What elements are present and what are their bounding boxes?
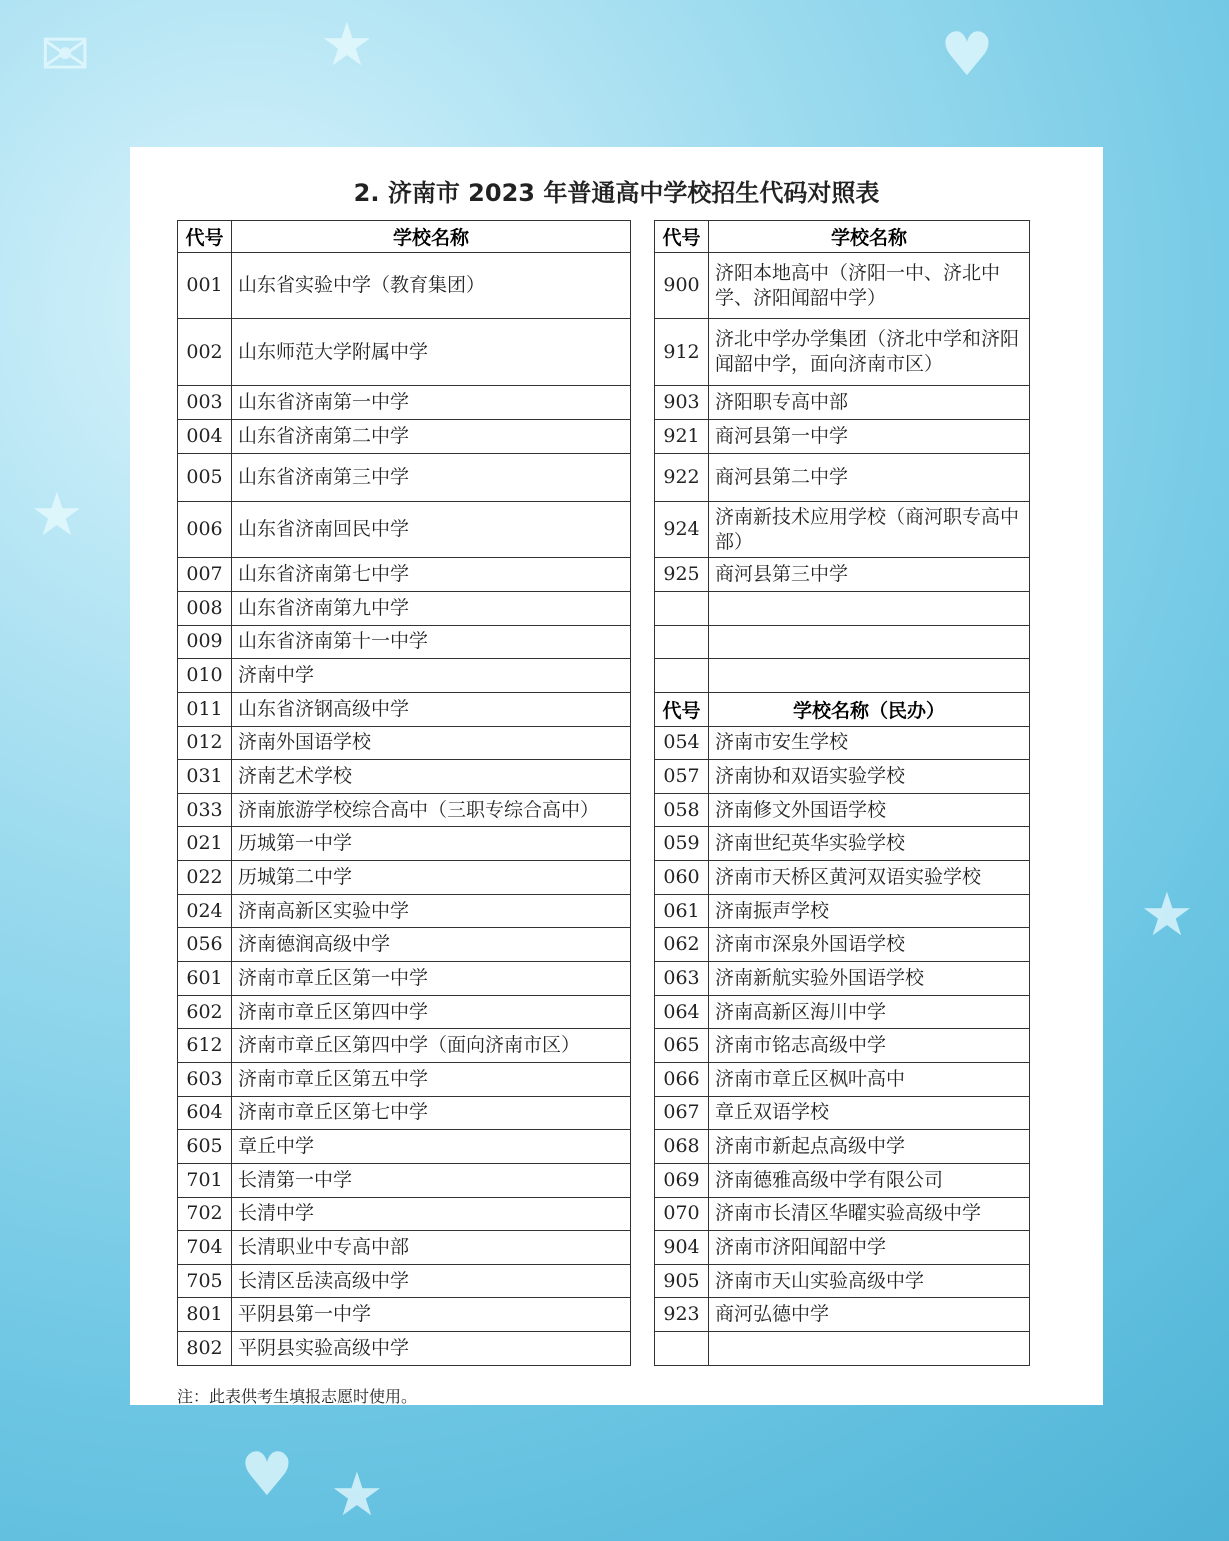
school-code: 921 — [655, 420, 709, 454]
school-name — [709, 592, 1030, 626]
table-row — [178, 659, 631, 693]
school-code: 022 — [178, 861, 232, 895]
school-name: 济南市天山实验高级中学 — [709, 1264, 1030, 1298]
school-name: 济阳本地高中（济阳一中、济北中学、济阳闻韶中学） — [709, 253, 1030, 319]
school-name: 济南市章丘区第五中学 — [232, 1062, 631, 1096]
school-code: 900 — [655, 253, 709, 319]
school-name: 济南市铭志高级中学 — [709, 1029, 1030, 1063]
school-code: 067 — [655, 1096, 709, 1130]
table-row — [178, 1197, 631, 1231]
school-name: 济南新技术应用学校（商河职专高中部） — [709, 502, 1030, 558]
left-code-table — [177, 220, 631, 1366]
school-code: 062 — [655, 928, 709, 962]
table-row — [655, 861, 1030, 895]
table-row — [655, 962, 1030, 996]
table-row — [655, 827, 1030, 861]
school-name: 章丘双语学校 — [709, 1096, 1030, 1130]
table-row — [655, 253, 1030, 319]
table-row — [178, 1298, 631, 1332]
footnote: 注：此表供考生填报志愿时使用。 — [177, 1387, 418, 1406]
school-name: 济南振声学校 — [709, 894, 1030, 928]
school-code: 059 — [655, 827, 709, 861]
school-name: 济南艺术学校 — [232, 760, 631, 794]
table-row — [178, 928, 631, 962]
page-title: 2. 济南市 2023 年普通高中学校招生代码对照表 — [353, 179, 880, 207]
school-code: 061 — [655, 894, 709, 928]
school-name: 济南市天桥区黄河双语实验学校 — [709, 861, 1030, 895]
table-row — [655, 1197, 1030, 1231]
school-name — [709, 625, 1030, 659]
school-name — [709, 1332, 1030, 1366]
school-code: 602 — [178, 995, 232, 1029]
table-row — [655, 760, 1030, 794]
school-code: 054 — [655, 726, 709, 760]
table-row — [655, 793, 1030, 827]
table-row — [178, 1264, 631, 1298]
header-code: 代号 — [655, 221, 709, 253]
school-name: 山东省济南第九中学 — [232, 592, 631, 626]
school-code: 601 — [178, 962, 232, 996]
table-row — [178, 454, 631, 502]
school-code: 705 — [178, 1264, 232, 1298]
table-row — [655, 386, 1030, 420]
school-name: 商河弘德中学 — [709, 1298, 1030, 1332]
table-row — [655, 659, 1030, 693]
document-page — [130, 147, 1103, 1405]
school-name: 历城第二中学 — [232, 861, 631, 895]
table-row — [655, 502, 1030, 558]
header-name: 学校名称 — [709, 221, 1030, 253]
table-row — [178, 894, 631, 928]
star-decoration: ★ — [320, 10, 374, 80]
table-row — [655, 454, 1030, 502]
school-name: 济南市深泉外国语学校 — [709, 928, 1030, 962]
school-name: 济南高新区实验中学 — [232, 894, 631, 928]
school-code: 010 — [178, 659, 232, 693]
school-code: 604 — [178, 1096, 232, 1130]
school-code: 066 — [655, 1062, 709, 1096]
school-name: 济南中学 — [232, 659, 631, 693]
school-name: 济阳职专高中部 — [709, 386, 1030, 420]
school-code: 702 — [178, 1197, 232, 1231]
school-code: 003 — [178, 386, 232, 420]
school-code: 704 — [178, 1231, 232, 1265]
school-name: 长清第一中学 — [232, 1163, 631, 1197]
table-row — [178, 793, 631, 827]
table-row — [655, 995, 1030, 1029]
school-name — [709, 659, 1030, 693]
school-name: 济南德润高级中学 — [232, 928, 631, 962]
school-name: 山东省济南第一中学 — [232, 386, 631, 420]
table-row — [178, 1096, 631, 1130]
school-code: 903 — [655, 386, 709, 420]
school-name: 山东省济南第二中学 — [232, 420, 631, 454]
school-code — [655, 625, 709, 659]
school-name: 商河县第一中学 — [709, 420, 1030, 454]
school-code: 069 — [655, 1163, 709, 1197]
school-code: 005 — [178, 454, 232, 502]
school-code: 004 — [178, 420, 232, 454]
school-name: 济南世纪英华实验学校 — [709, 827, 1030, 861]
school-name: 济南德雅高级中学有限公司 — [709, 1163, 1030, 1197]
header-name: 学校名称 — [232, 221, 631, 253]
school-code — [655, 659, 709, 693]
school-code: 905 — [655, 1264, 709, 1298]
table-row — [178, 592, 631, 626]
table-row — [655, 558, 1030, 592]
school-name: 济南修文外国语学校 — [709, 793, 1030, 827]
school-name: 章丘中学 — [232, 1130, 631, 1164]
table-row — [178, 625, 631, 659]
header-code: 代号 — [178, 221, 232, 253]
school-code — [655, 1332, 709, 1366]
star-decoration: ★ — [30, 480, 84, 550]
school-code: 925 — [655, 558, 709, 592]
school-code: 006 — [178, 502, 232, 558]
school-name: 济南市章丘区第四中学（面向济南市区） — [232, 1029, 631, 1063]
header-code: 代号 — [655, 692, 709, 726]
table-row — [655, 592, 1030, 626]
header-private-name: 学校名称（民办） — [709, 692, 1030, 726]
school-name: 平阴县第一中学 — [232, 1298, 631, 1332]
table-row — [655, 726, 1030, 760]
school-code: 024 — [178, 894, 232, 928]
school-code: 068 — [655, 1130, 709, 1164]
school-code: 011 — [178, 692, 232, 726]
table-row — [178, 827, 631, 861]
school-code: 802 — [178, 1332, 232, 1366]
table-row — [178, 1130, 631, 1164]
school-name: 济北中学办学集团（济北中学和济阳闻韶中学，面向济南市区） — [709, 319, 1030, 386]
school-name: 平阴县实验高级中学 — [232, 1332, 631, 1366]
table-row — [178, 1029, 631, 1063]
school-name: 济南协和双语实验学校 — [709, 760, 1030, 794]
school-code: 912 — [655, 319, 709, 386]
school-code: 012 — [178, 726, 232, 760]
school-name: 济南市安生学校 — [709, 726, 1030, 760]
school-code: 070 — [655, 1197, 709, 1231]
school-name: 济南外国语学校 — [232, 726, 631, 760]
school-code: 065 — [655, 1029, 709, 1063]
school-name: 山东省济南第三中学 — [232, 454, 631, 502]
school-name: 山东省济南回民中学 — [232, 502, 631, 558]
school-name: 山东省济钢高级中学 — [232, 692, 631, 726]
school-code: 008 — [178, 592, 232, 626]
school-code: 922 — [655, 454, 709, 502]
right-code-table — [654, 220, 1030, 1366]
school-code: 057 — [655, 760, 709, 794]
school-code: 923 — [655, 1298, 709, 1332]
school-code: 033 — [178, 793, 232, 827]
school-code: 002 — [178, 319, 232, 386]
star-decoration: ★ — [330, 1460, 384, 1530]
school-code: 007 — [178, 558, 232, 592]
school-name: 济南市章丘区第四中学 — [232, 995, 631, 1029]
school-code: 056 — [178, 928, 232, 962]
school-code: 064 — [655, 995, 709, 1029]
school-code: 924 — [655, 502, 709, 558]
school-name: 山东省实验中学（教育集团） — [232, 253, 631, 319]
school-code: 060 — [655, 861, 709, 895]
table-row — [178, 1231, 631, 1265]
table-row — [655, 894, 1030, 928]
school-name: 历城第一中学 — [232, 827, 631, 861]
table-row — [655, 319, 1030, 386]
heart-decoration: ♥ — [940, 20, 994, 90]
star-decoration: ★ — [1140, 880, 1194, 950]
school-code: 001 — [178, 253, 232, 319]
school-name: 济南市长清区华曜实验高级中学 — [709, 1197, 1030, 1231]
school-code: 021 — [178, 827, 232, 861]
school-code: 603 — [178, 1062, 232, 1096]
school-name: 商河县第二中学 — [709, 454, 1030, 502]
school-name: 山东省济南第七中学 — [232, 558, 631, 592]
table-row — [655, 1264, 1030, 1298]
table-row — [655, 1062, 1030, 1096]
table-row — [655, 1130, 1030, 1164]
school-name: 济南新航实验外国语学校 — [709, 962, 1030, 996]
table-row — [178, 692, 631, 726]
table-row — [178, 420, 631, 454]
school-code: 009 — [178, 625, 232, 659]
school-name: 长清职业中专高中部 — [232, 1231, 631, 1265]
school-code: 605 — [178, 1130, 232, 1164]
school-name: 济南市章丘区枫叶高中 — [709, 1062, 1030, 1096]
heart-decoration: ♥ — [240, 1440, 294, 1510]
table-row — [655, 1332, 1030, 1366]
school-name: 济南市新起点高级中学 — [709, 1130, 1030, 1164]
table-row — [178, 995, 631, 1029]
table-row — [178, 861, 631, 895]
table-row — [655, 1163, 1030, 1197]
school-code: 801 — [178, 1298, 232, 1332]
school-code: 904 — [655, 1231, 709, 1265]
table-row — [655, 1096, 1030, 1130]
school-code: 612 — [178, 1029, 232, 1063]
school-name: 济南旅游学校综合高中（三职专综合高中） — [232, 793, 631, 827]
table-row — [178, 319, 631, 386]
table-row — [178, 1062, 631, 1096]
table-row — [178, 1163, 631, 1197]
table-row — [178, 760, 631, 794]
table-row — [178, 962, 631, 996]
school-name: 济南市济阳闻韶中学 — [709, 1231, 1030, 1265]
table-row — [178, 386, 631, 420]
school-name: 山东省济南第十一中学 — [232, 625, 631, 659]
private-header-row — [655, 692, 1030, 726]
school-code: 701 — [178, 1163, 232, 1197]
school-name: 济南高新区海川中学 — [709, 995, 1030, 1029]
school-name: 长清区岳渎高级中学 — [232, 1264, 631, 1298]
table-row — [178, 558, 631, 592]
school-code: 063 — [655, 962, 709, 996]
table-row — [178, 1332, 631, 1366]
school-name: 长清中学 — [232, 1197, 631, 1231]
table-row — [178, 253, 631, 319]
table-row — [655, 625, 1030, 659]
table-row — [655, 1231, 1030, 1265]
school-name: 济南市章丘区第一中学 — [232, 962, 631, 996]
school-code — [655, 592, 709, 626]
school-name: 山东师范大学附属中学 — [232, 319, 631, 386]
school-name: 商河县第三中学 — [709, 558, 1030, 592]
table-row — [655, 1029, 1030, 1063]
table-row — [655, 420, 1030, 454]
school-code: 031 — [178, 760, 232, 794]
envelope-decoration: ✉ — [40, 20, 91, 90]
school-name: 济南市章丘区第七中学 — [232, 1096, 631, 1130]
table-row — [655, 928, 1030, 962]
table-row — [655, 1298, 1030, 1332]
table-row — [178, 502, 631, 558]
school-code: 058 — [655, 793, 709, 827]
table-row — [178, 726, 631, 760]
